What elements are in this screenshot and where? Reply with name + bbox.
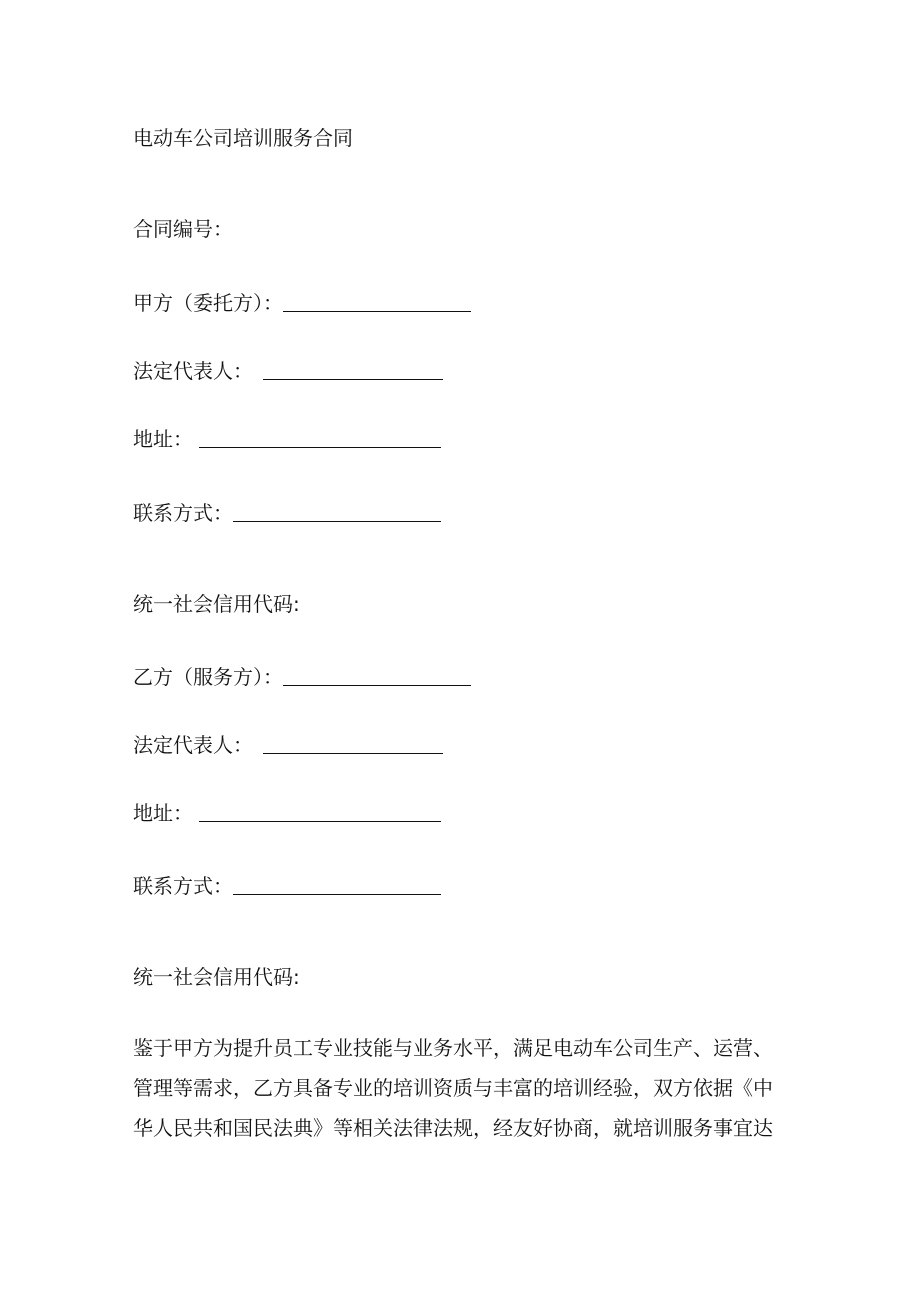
party-b-contact-label: 联系方式： [133,874,233,898]
party-b-blank [283,665,471,686]
party-a-address-row [133,425,441,453]
party-b-rep-label: 法定代表人： [133,733,253,757]
party-a-address-label: 地址： [133,427,193,451]
preamble-line: 管理等需求，乙方具备专业的培训资质与丰富的培训经验，双方依据《中 [133,1076,773,1100]
preamble-paragraph [133,1028,793,1148]
contract-number-label: 合同编号： [133,217,233,241]
party-b-address-blank [199,801,441,822]
document-title: 电动车公司培训服务合同 [133,126,353,150]
party-b-contact-blank [233,874,441,895]
preamble-line: 鉴于甲方为提升员工专业技能与业务水平，满足电动车公司生产、运营、 [133,1036,773,1060]
party-b-credit-code-label: 统一社会信用代码: [133,965,300,989]
party-a-rep-row [133,357,443,385]
party-a-rep-blank [263,359,443,380]
party-a-rep-label: 法定代表人： [133,359,253,383]
party-b-address-row [133,799,441,827]
party-b-row [133,663,471,691]
party-a-address-blank [199,427,441,448]
party-a-label: 甲方（委托方）： [133,291,283,315]
party-a-credit-code-label: 统一社会信用代码: [133,592,300,616]
preamble-line: 华人民共和国民法典》等相关法律法规，经友好协商，就培训服务事宜达 [133,1116,773,1140]
party-b-address-label: 地址： [133,801,193,825]
party-b-rep-row [133,731,443,759]
party-b-rep-blank [263,733,443,754]
party-b-contact-row [133,872,441,900]
party-a-contact-row [133,499,441,527]
party-a-contact-blank [233,501,441,522]
party-a-contact-label: 联系方式： [133,501,233,525]
party-a-blank [283,291,471,312]
party-b-label: 乙方（服务方）： [133,665,283,689]
party-a-row [133,289,471,317]
